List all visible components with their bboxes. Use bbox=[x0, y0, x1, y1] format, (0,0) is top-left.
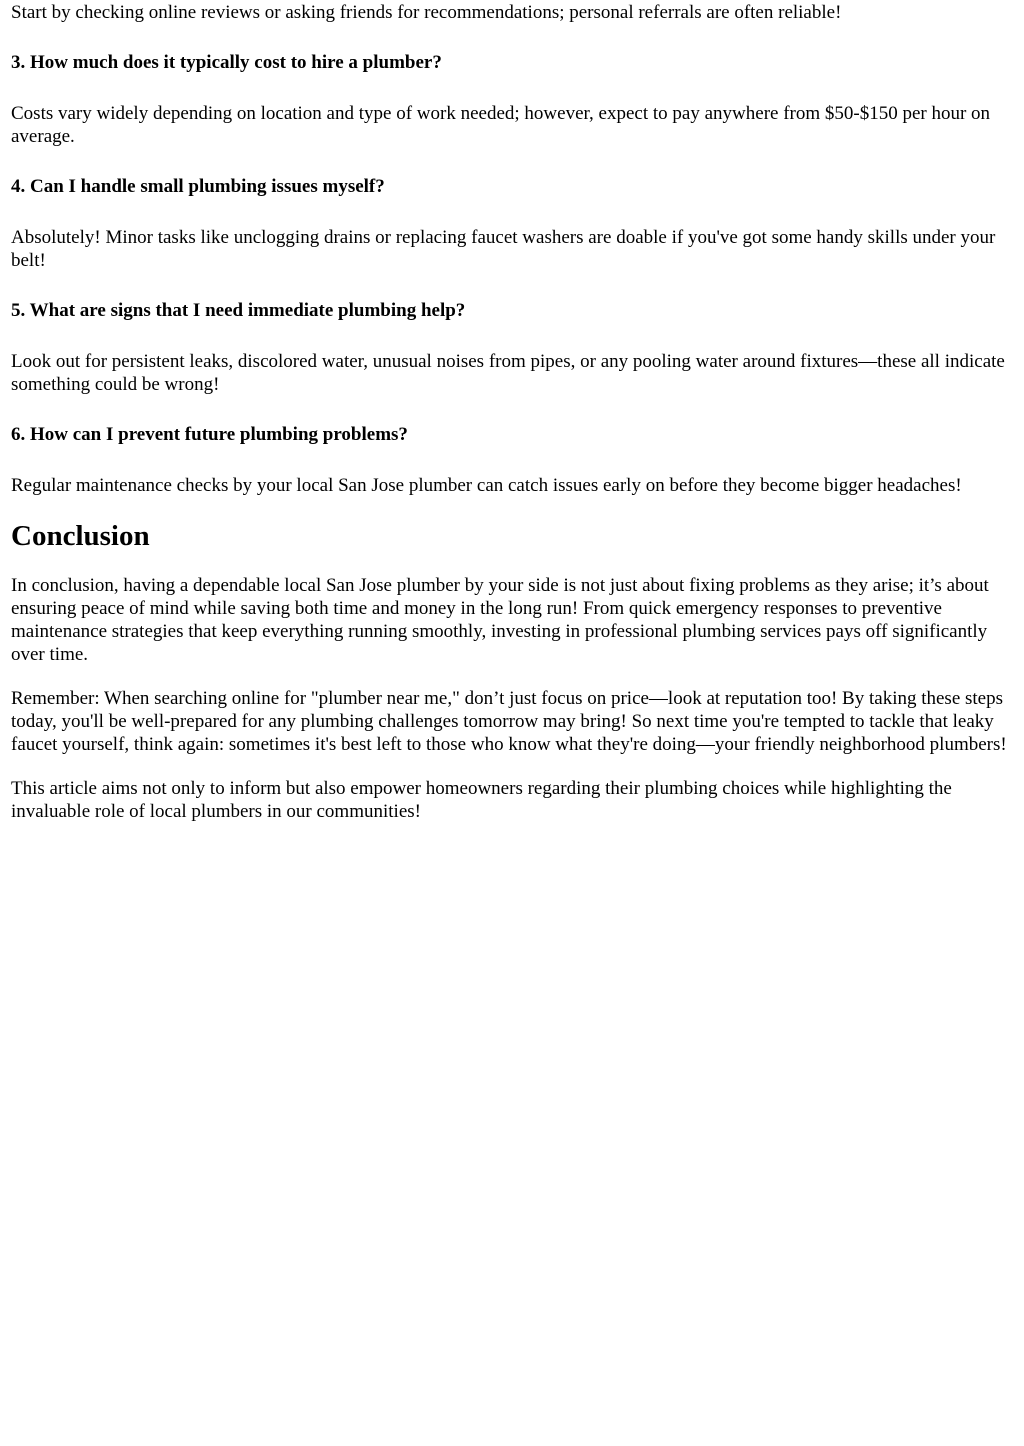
faq-question-4: 4. Can I handle small plumbing issues myself? bbox=[11, 176, 385, 197]
article-body bbox=[11, 0, 1014, 823]
faq-question-3: 3. How much does it typically cost to hire a plumber? bbox=[11, 52, 442, 73]
faq-answer-5: Look out for persistent leaks, discolored water, unusual noises from pipes, or any pooling water around fixtures—these all indicate something could be wrong! bbox=[11, 351, 1005, 395]
faq-answer-3: Costs vary widely depending on location and type of work needed; however, expect to pay anywhere from $50-$150 per hour on average. bbox=[11, 103, 991, 147]
faq-question-5: 5. What are signs that I need immediate plumbing help? bbox=[11, 300, 466, 321]
conclusion-heading: Conclusion bbox=[11, 520, 150, 552]
faq-answer-intro: Start by checking online reviews or asking friends for recommendations; personal referrals are often reliable! bbox=[11, 2, 842, 23]
faq-answer-4: Absolutely! Minor tasks like unclogging drains or replacing faucet washers are doable if you've got some handy skills under your belt! bbox=[11, 227, 996, 271]
faq-answer-6: Regular maintenance checks by your local San Jose plumber can catch issues early on before they become bigger headaches! bbox=[11, 475, 962, 496]
conclusion-paragraph-1: In conclusion, having a dependable local San Jose plumber by your side is not just about fixing problems as they arise; it’s about ensuring peace of mind while saving both time and money in the long run! From quick emergency responses to preventive maintenance strategies that keep everything running smoothly, investing in professional plumbing services pays off significantly over time. bbox=[11, 575, 989, 665]
conclusion-paragraph-3: This article aims not only to inform but also empower homeowners regarding their plumbing choices while highlighting the invaluable role of local plumbers in our communities! bbox=[11, 778, 952, 822]
faq-question-6: 6. How can I prevent future plumbing problems? bbox=[11, 424, 408, 445]
conclusion-paragraph-2: Remember: When searching online for "plumber near me," don’t just focus on price—look at reputation too! By taking these steps today, you'll be well-prepared for any plumbing challenges tomorrow may bring! So next time you're tempted to tackle that leaky faucet yourself, think again: sometimes it's best left to those who know what they're doing—your friendly neighborhood plumbers! bbox=[11, 688, 1007, 755]
